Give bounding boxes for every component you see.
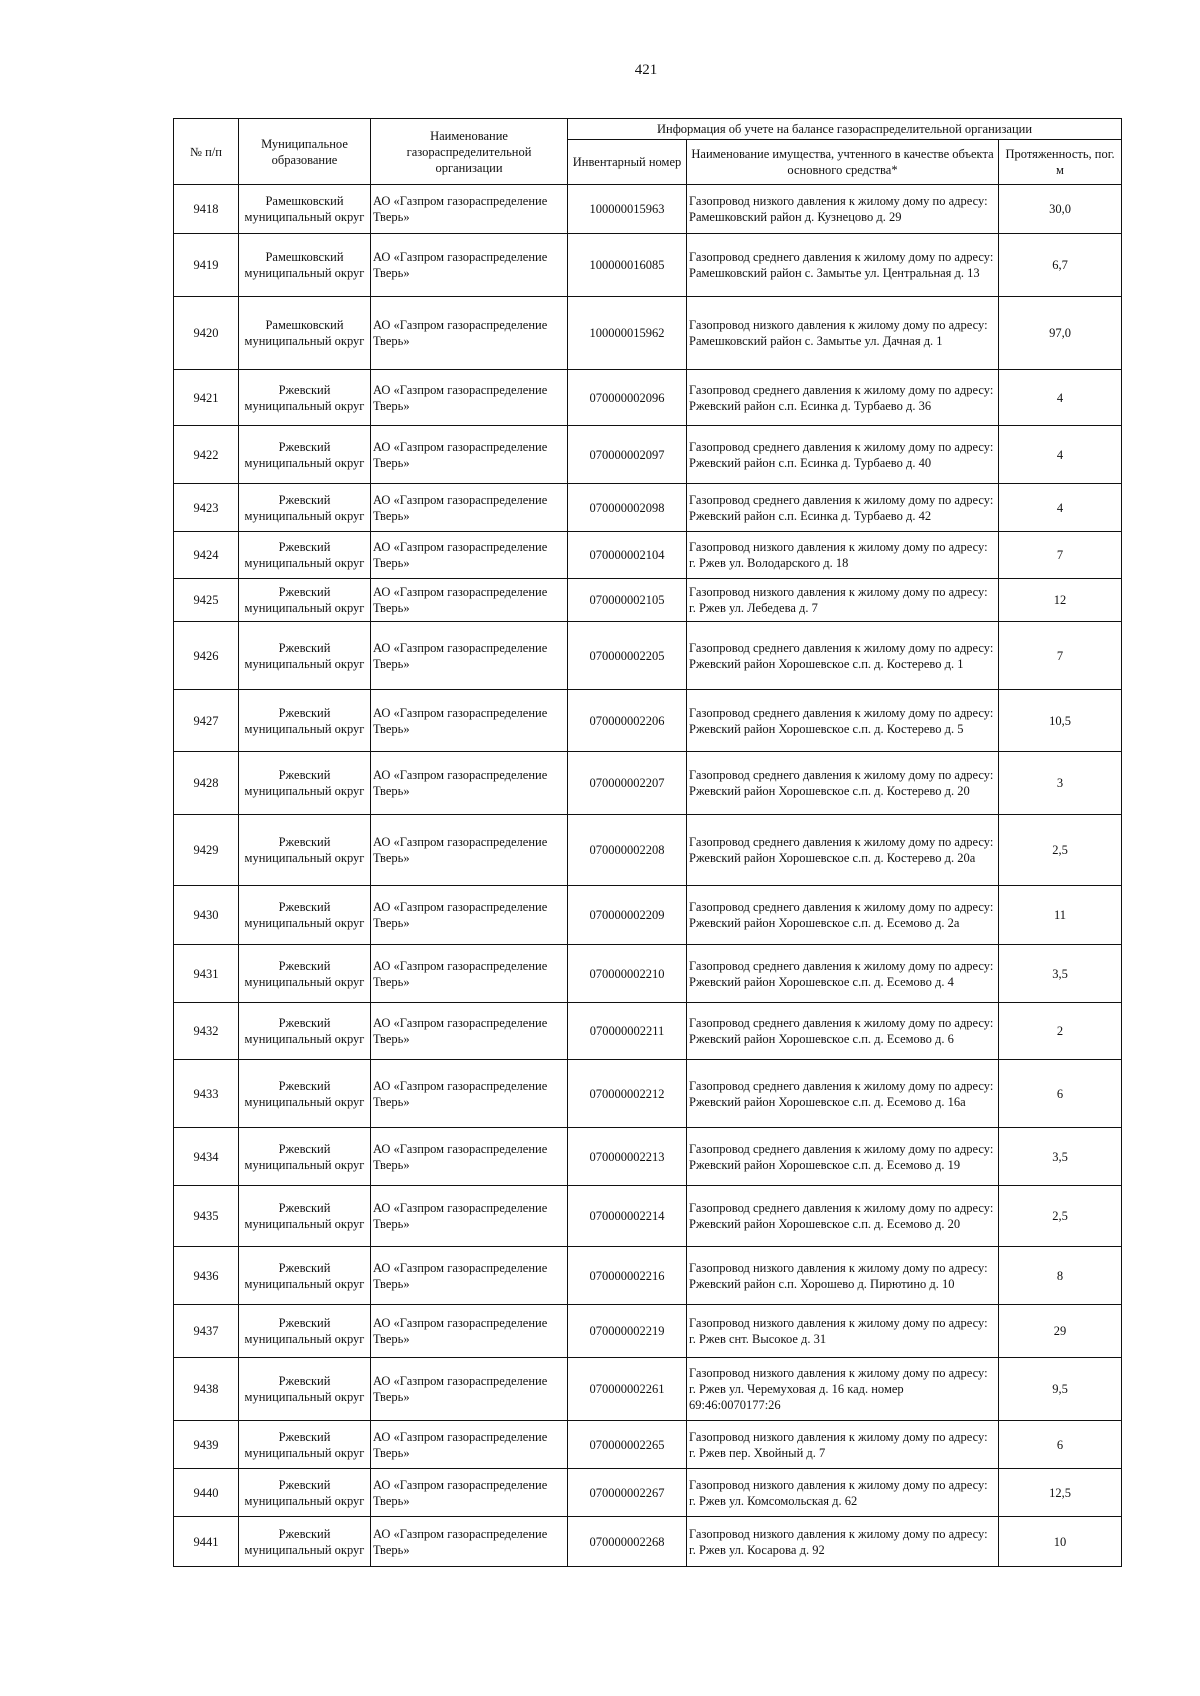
- organization-cell: АО «Газпром газораспределение Тверь»: [371, 234, 568, 297]
- header-municipality: Муниципальное образование: [239, 119, 371, 185]
- municipality-cell: Ржевский муниципальный округ: [239, 1358, 371, 1421]
- organization-cell: АО «Газпром газораспределение Тверь»: [371, 886, 568, 945]
- length-cell: 2: [999, 1003, 1122, 1060]
- header-num: № п/п: [174, 119, 239, 185]
- organization-cell: АО «Газпром газораспределение Тверь»: [371, 1469, 568, 1517]
- municipality-cell: Ржевский муниципальный округ: [239, 1003, 371, 1060]
- property-description-cell: Газопровод низкого давления к жилому дому по адресу: г. Ржев ул. Косарова д. 92: [687, 1517, 999, 1567]
- inventory-number-cell: 070000002206: [568, 690, 687, 752]
- row-number: 9423: [174, 484, 239, 532]
- organization-cell: АО «Газпром газораспределение Тверь»: [371, 426, 568, 484]
- row-number: 9418: [174, 185, 239, 234]
- inventory-number-cell: 070000002097: [568, 426, 687, 484]
- organization-cell: АО «Газпром газораспределение Тверь»: [371, 815, 568, 886]
- row-number: 9433: [174, 1060, 239, 1128]
- property-description-cell: Газопровод среднего давления к жилому дому по адресу: Ржевский район Хорошевское с.п. д. Есемово д. 19: [687, 1128, 999, 1186]
- inventory-number-cell: 070000002216: [568, 1247, 687, 1305]
- property-description-cell: Газопровод низкого давления к жилому дому по адресу: Рамешковский район д. Кузнецово д. 29: [687, 185, 999, 234]
- row-number: 9431: [174, 945, 239, 1003]
- row-number: 9438: [174, 1358, 239, 1421]
- inventory-number-cell: 070000002261: [568, 1358, 687, 1421]
- organization-cell: АО «Газпром газораспределение Тверь»: [371, 690, 568, 752]
- length-cell: 30,0: [999, 185, 1122, 234]
- length-cell: 4: [999, 370, 1122, 426]
- municipality-cell: Ржевский муниципальный округ: [239, 886, 371, 945]
- header-organization: Наименование газораспределительной организации: [371, 119, 568, 185]
- organization-cell: АО «Газпром газораспределение Тверь»: [371, 1186, 568, 1247]
- property-description-cell: Газопровод низкого давления к жилому дому по адресу: г. Ржев ул. Лебедева д. 7: [687, 579, 999, 622]
- inventory-number-cell: 070000002212: [568, 1060, 687, 1128]
- organization-cell: АО «Газпром газораспределение Тверь»: [371, 370, 568, 426]
- table-row: [174, 1517, 1122, 1567]
- property-description-cell: Газопровод среднего давления к жилому дому по адресу: Ржевский район с.п. Есинка д. Турбаево д. 40: [687, 426, 999, 484]
- property-description-cell: Газопровод среднего давления к жилому дому по адресу: Ржевский район Хорошевское с.п. д. Костерево д. 20: [687, 752, 999, 815]
- municipality-cell: Ржевский муниципальный округ: [239, 1421, 371, 1469]
- header-inventory: Инвентарный номер: [568, 140, 687, 185]
- row-number: 9420: [174, 297, 239, 370]
- length-cell: 10,5: [999, 690, 1122, 752]
- property-description-cell: Газопровод низкого давления к жилому дому по адресу: г. Ржев ул. Черемуховая д. 16 кад. номер 69:46:0070177:26: [687, 1358, 999, 1421]
- inventory-number-cell: 070000002213: [568, 1128, 687, 1186]
- row-number: 9430: [174, 886, 239, 945]
- length-cell: 8: [999, 1247, 1122, 1305]
- table-row: [174, 1060, 1122, 1128]
- table-row: [174, 945, 1122, 1003]
- property-description-cell: Газопровод среднего давления к жилому дому по адресу: Ржевский район Хорошевское с.п. д. Есемово д. 4: [687, 945, 999, 1003]
- municipality-cell: Ржевский муниципальный округ: [239, 579, 371, 622]
- row-number: 9439: [174, 1421, 239, 1469]
- property-description-cell: Газопровод среднего давления к жилому дому по адресу: Ржевский район с.п. Есинка д. Турбаево д. 42: [687, 484, 999, 532]
- row-number: 9424: [174, 532, 239, 579]
- row-number: 9427: [174, 690, 239, 752]
- municipality-cell: Ржевский муниципальный округ: [239, 1186, 371, 1247]
- inventory-number-cell: 070000002214: [568, 1186, 687, 1247]
- length-cell: 6: [999, 1421, 1122, 1469]
- property-description-cell: Газопровод среднего давления к жилому дому по адресу: Ржевский район Хорошевское с.п. д. Костерево д. 1: [687, 622, 999, 690]
- table-row: [174, 426, 1122, 484]
- length-cell: 7: [999, 622, 1122, 690]
- table-row: [174, 1186, 1122, 1247]
- property-description-cell: Газопровод низкого давления к жилому дому по адресу: Рамешковский район с. Замытье ул. Дачная д. 1: [687, 297, 999, 370]
- length-cell: 9,5: [999, 1358, 1122, 1421]
- organization-cell: АО «Газпром газораспределение Тверь»: [371, 752, 568, 815]
- inventory-number-cell: 070000002268: [568, 1517, 687, 1567]
- row-number: 9441: [174, 1517, 239, 1567]
- table-row: [174, 1128, 1122, 1186]
- organization-cell: АО «Газпром газораспределение Тверь»: [371, 1517, 568, 1567]
- length-cell: 3,5: [999, 945, 1122, 1003]
- row-number: 9440: [174, 1469, 239, 1517]
- table-row: [174, 579, 1122, 622]
- property-description-cell: Газопровод среднего давления к жилому дому по адресу: Ржевский район Хорошевское с.п. д. Костерево д. 5: [687, 690, 999, 752]
- row-number: 9425: [174, 579, 239, 622]
- organization-cell: АО «Газпром газораспределение Тверь»: [371, 532, 568, 579]
- table-row: [174, 1358, 1122, 1421]
- municipality-cell: Ржевский муниципальный округ: [239, 945, 371, 1003]
- municipality-cell: Рамешковский муниципальный округ: [239, 297, 371, 370]
- inventory-number-cell: 070000002209: [568, 886, 687, 945]
- organization-cell: АО «Газпром газораспределение Тверь»: [371, 297, 568, 370]
- table-row: [174, 752, 1122, 815]
- organization-cell: АО «Газпром газораспределение Тверь»: [371, 185, 568, 234]
- row-number: 9429: [174, 815, 239, 886]
- table-row: [174, 815, 1122, 886]
- table-row: [174, 690, 1122, 752]
- table-row: [174, 185, 1122, 234]
- organization-cell: АО «Газпром газораспределение Тверь»: [371, 1003, 568, 1060]
- municipality-cell: Ржевский муниципальный округ: [239, 815, 371, 886]
- municipality-cell: Ржевский муниципальный округ: [239, 1128, 371, 1186]
- organization-cell: АО «Газпром газораспределение Тверь»: [371, 1358, 568, 1421]
- municipality-cell: Ржевский муниципальный округ: [239, 1469, 371, 1517]
- property-description-cell: Газопровод среднего давления к жилому дому по адресу: Ржевский район Хорошевское с.п. д. Есемово д. 16а: [687, 1060, 999, 1128]
- property-description-cell: Газопровод низкого давления к жилому дому по адресу: г. Ржев ул. Комсомольская д. 62: [687, 1469, 999, 1517]
- row-number: 9422: [174, 426, 239, 484]
- row-number: 9437: [174, 1305, 239, 1358]
- header-length: Протяженность, пог. м: [999, 140, 1122, 185]
- length-cell: 2,5: [999, 815, 1122, 886]
- property-description-cell: Газопровод низкого давления к жилому дому по адресу: г. Ржев пер. Хвойный д. 7: [687, 1421, 999, 1469]
- length-cell: 29: [999, 1305, 1122, 1358]
- organization-cell: АО «Газпром газораспределение Тверь»: [371, 484, 568, 532]
- header-property: Наименование имущества, учтенного в качестве объекта основного средства*: [687, 140, 999, 185]
- municipality-cell: Рамешковский муниципальный округ: [239, 185, 371, 234]
- page-number: 421: [634, 62, 658, 78]
- property-description-cell: Газопровод среднего давления к жилому дому по адресу: Ржевский район Хорошевское с.п. д. Есемово д. 2а: [687, 886, 999, 945]
- municipality-cell: Ржевский муниципальный округ: [239, 1517, 371, 1567]
- table-row: [174, 1305, 1122, 1358]
- row-number: 9434: [174, 1128, 239, 1186]
- inventory-number-cell: 070000002096: [568, 370, 687, 426]
- row-number: 9428: [174, 752, 239, 815]
- property-description-cell: Газопровод среднего давления к жилому дому по адресу: Ржевский район Хорошевское с.п. д. Есемово д. 20: [687, 1186, 999, 1247]
- inventory-number-cell: 100000015962: [568, 297, 687, 370]
- length-cell: 6: [999, 1060, 1122, 1128]
- municipality-cell: Ржевский муниципальный округ: [239, 484, 371, 532]
- organization-cell: АО «Газпром газораспределение Тверь»: [371, 1305, 568, 1358]
- inventory-number-cell: 070000002205: [568, 622, 687, 690]
- table-row: [174, 484, 1122, 532]
- municipality-cell: Ржевский муниципальный округ: [239, 532, 371, 579]
- length-cell: 4: [999, 426, 1122, 484]
- municipality-cell: Ржевский муниципальный округ: [239, 1060, 371, 1128]
- row-number: 9426: [174, 622, 239, 690]
- row-number: 9421: [174, 370, 239, 426]
- inventory-number-cell: 070000002207: [568, 752, 687, 815]
- table-row: [174, 1421, 1122, 1469]
- row-number: 9435: [174, 1186, 239, 1247]
- length-cell: 11: [999, 886, 1122, 945]
- municipality-cell: Ржевский муниципальный округ: [239, 426, 371, 484]
- property-description-cell: Газопровод низкого давления к жилому дому по адресу: Ржевский район с.п. Хорошево д. Пирютино д. 10: [687, 1247, 999, 1305]
- length-cell: 3,5: [999, 1128, 1122, 1186]
- table-body: [174, 185, 1122, 1567]
- property-description-cell: Газопровод среднего давления к жилому дому по адресу: Ржевский район с.п. Есинка д. Турбаево д. 36: [687, 370, 999, 426]
- inventory-number-cell: 100000016085: [568, 234, 687, 297]
- organization-cell: АО «Газпром газораспределение Тверь»: [371, 1421, 568, 1469]
- municipality-cell: Ржевский муниципальный округ: [239, 1305, 371, 1358]
- organization-cell: АО «Газпром газораспределение Тверь»: [371, 1060, 568, 1128]
- row-number: 9432: [174, 1003, 239, 1060]
- inventory-number-cell: 070000002210: [568, 945, 687, 1003]
- inventory-number-cell: 070000002267: [568, 1469, 687, 1517]
- property-description-cell: Газопровод среднего давления к жилому дому по адресу: Ржевский район Хорошевское с.п. д. Есемово д. 6: [687, 1003, 999, 1060]
- municipality-cell: Рамешковский муниципальный округ: [239, 234, 371, 297]
- length-cell: 10: [999, 1517, 1122, 1567]
- table-row: [174, 1003, 1122, 1060]
- row-number: 9419: [174, 234, 239, 297]
- property-description-cell: Газопровод низкого давления к жилому дому по адресу: г. Ржев ул. Володарского д. 18: [687, 532, 999, 579]
- organization-cell: АО «Газпром газораспределение Тверь»: [371, 579, 568, 622]
- table-row: [174, 370, 1122, 426]
- inventory-number-cell: 070000002104: [568, 532, 687, 579]
- inventory-number-cell: 070000002219: [568, 1305, 687, 1358]
- municipality-cell: Ржевский муниципальный округ: [239, 370, 371, 426]
- table-header: [174, 119, 1122, 185]
- organization-cell: АО «Газпром газораспределение Тверь»: [371, 622, 568, 690]
- length-cell: 2,5: [999, 1186, 1122, 1247]
- inventory-number-cell: 100000015963: [568, 185, 687, 234]
- organization-cell: АО «Газпром газораспределение Тверь»: [371, 945, 568, 1003]
- table-row: [174, 234, 1122, 297]
- length-cell: 3: [999, 752, 1122, 815]
- inventory-number-cell: 070000002208: [568, 815, 687, 886]
- row-number: 9436: [174, 1247, 239, 1305]
- inventory-number-cell: 070000002098: [568, 484, 687, 532]
- organization-cell: АО «Газпром газораспределение Тверь»: [371, 1247, 568, 1305]
- municipality-cell: Ржевский муниципальный округ: [239, 690, 371, 752]
- municipality-cell: Ржевский муниципальный округ: [239, 752, 371, 815]
- table-row: [174, 886, 1122, 945]
- table-row: [174, 1247, 1122, 1305]
- property-description-cell: Газопровод среднего давления к жилому дому по адресу: Ржевский район Хорошевское с.п. д. Костерево д. 20а: [687, 815, 999, 886]
- table-row: [174, 622, 1122, 690]
- length-cell: 6,7: [999, 234, 1122, 297]
- inventory-number-cell: 070000002265: [568, 1421, 687, 1469]
- length-cell: 12,5: [999, 1469, 1122, 1517]
- municipality-cell: Ржевский муниципальный округ: [239, 622, 371, 690]
- header-info-group: Информация об учете на балансе газораспределительной организации: [568, 119, 1122, 140]
- property-description-cell: Газопровод среднего давления к жилому дому по адресу: Рамешковский район с. Замытье ул. Центральная д. 13: [687, 234, 999, 297]
- gas-pipeline-registry-table: [173, 118, 1122, 1567]
- table-row: [174, 532, 1122, 579]
- municipality-cell: Ржевский муниципальный округ: [239, 1247, 371, 1305]
- length-cell: 97,0: [999, 297, 1122, 370]
- length-cell: 12: [999, 579, 1122, 622]
- table-row: [174, 297, 1122, 370]
- length-cell: 7: [999, 532, 1122, 579]
- property-description-cell: Газопровод низкого давления к жилому дому по адресу: г. Ржев снт. Высокое д. 31: [687, 1305, 999, 1358]
- length-cell: 4: [999, 484, 1122, 532]
- organization-cell: АО «Газпром газораспределение Тверь»: [371, 1128, 568, 1186]
- table-row: [174, 1469, 1122, 1517]
- inventory-number-cell: 070000002211: [568, 1003, 687, 1060]
- inventory-number-cell: 070000002105: [568, 579, 687, 622]
